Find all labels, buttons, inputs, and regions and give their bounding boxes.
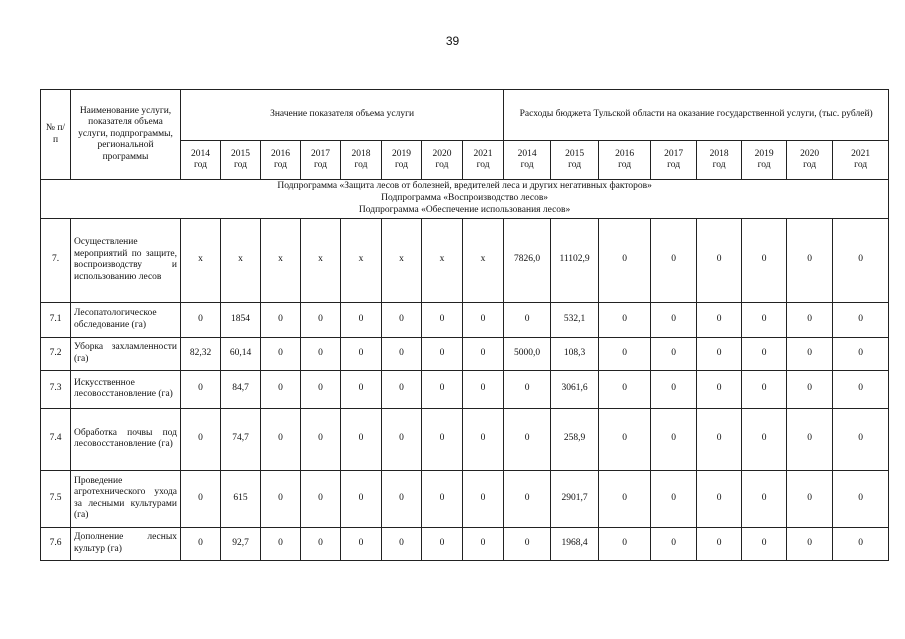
budget-cell-2020: 0 [787,337,833,370]
indicator-cell-2016: 0 [261,370,301,408]
indicator-cell-2021: 0 [463,370,504,408]
budget-cell-2016: 0 [599,370,651,408]
budget-cell-2014: 0 [504,470,551,527]
indicator-cell-2019: 0 [382,370,422,408]
year-header-budget-2019 [742,141,787,180]
budget-cell-2016: 0 [599,337,651,370]
indicator-cell-2016: 0 [261,337,301,370]
budget-cell-2019: 0 [742,470,787,527]
budget-cell-2015: 1968,4 [551,527,599,560]
budget-cell-2016: 0 [599,218,651,302]
table-row [41,527,889,560]
year-header-budget-2015 [551,141,599,180]
indicator-cell-2015: 92,7 [221,527,261,560]
row-name: Обработка почвы под лесовосстановление (га) [71,408,181,470]
year-suffix: год [274,160,287,170]
indicator-cell-2014: 0 [181,527,221,560]
indicator-cell-2015: 84,7 [221,370,261,408]
row-number: 7.4 [41,408,71,470]
indicator-cell-2014: х [181,218,221,302]
row-name: Дополнение лесных культур (га) [71,527,181,560]
header-col-name: Наименование услуги, показателя объема услуги, подпрограммы, региональной программы [71,90,181,180]
indicator-cell-2017: 0 [301,470,341,527]
year-suffix: год [354,160,368,170]
indicator-cell-2017: 0 [301,337,341,370]
year-header-budget-2017 [651,141,697,180]
indicator-cell-2018: 0 [341,302,382,337]
row-name: Проведение агротехнического ухода за лесными культурами (га) [71,470,181,527]
indicator-cell-2014: 0 [181,302,221,337]
header-group-indicator: Значение показателя объема услуги [181,90,504,141]
year-label: 2020 [432,148,452,159]
table-row [41,218,889,302]
budget-cell-2016: 0 [599,470,651,527]
indicator-cell-2018: 0 [341,337,382,370]
year-header-indicator-2014 [181,141,221,180]
budget-cell-2015: 11102,9 [551,218,599,302]
indicator-cell-2018: 0 [341,408,382,470]
budget-cell-2019: 0 [742,337,787,370]
indicator-cell-2016: 0 [261,408,301,470]
year-label: 2016 [271,148,290,159]
budget-cell-2014: 0 [504,527,551,560]
indicator-cell-2021: 0 [463,302,504,337]
year-suffix: год [618,160,632,170]
budget-cell-2015: 532,1 [551,302,599,337]
budget-cell-2021: 0 [833,470,889,527]
budget-cell-2021: 0 [833,527,889,560]
subprogram-row [41,180,889,219]
table-row [41,470,889,527]
budget-cell-2018: 0 [697,370,742,408]
indicator-cell-2020: 0 [422,337,463,370]
row-name: Уборка захламленности (га) [71,337,181,370]
indicator-cell-2020: 0 [422,527,463,560]
budget-cell-2014: 0 [504,302,551,337]
year-header-indicator-2016 [261,141,301,180]
subprogram-line: Подпрограмма «Обеспечение использования лесов» [358,204,571,215]
indicator-cell-2019: х [382,218,422,302]
row-number: 7.3 [41,370,71,408]
indicator-cell-2020: 0 [422,302,463,337]
indicator-cell-2016: 0 [261,302,301,337]
budget-cell-2019: 0 [742,527,787,560]
year-label: 2019 [392,148,411,159]
budget-cell-2015: 2901,7 [551,470,599,527]
budget-cell-2019: 0 [742,370,787,408]
row-name: Осуществление мероприятий по защите, воспроизводству и использованию лесов [71,218,181,302]
indicator-cell-2018: 0 [341,470,382,527]
year-label: 2019 [754,148,774,159]
indicator-cell-2017: 0 [301,408,341,470]
row-number: 7.5 [41,470,71,527]
subprogram-line: Подпрограмма «Воспроизводство лесов» [381,192,549,203]
indicator-cell-2014: 0 [181,370,221,408]
budget-cell-2021: 0 [833,337,889,370]
table-row [41,370,889,408]
row-name: Искусственное лесовосстановление (га) [71,370,181,408]
budget-cell-2016: 0 [599,302,651,337]
indicator-cell-2020: 0 [422,408,463,470]
budget-cell-2020: 0 [787,470,833,527]
year-suffix: год [803,160,817,170]
budget-cell-2020: 0 [787,370,833,408]
year-suffix: год [314,160,327,170]
indicator-cell-2021: 0 [463,408,504,470]
budget-cell-2014: 0 [504,408,551,470]
year-header-indicator-2019 [382,141,422,180]
indicator-cell-2021: 0 [463,337,504,370]
table-row [41,408,889,470]
budget-cell-2017: 0 [651,370,697,408]
budget-cell-2015: 3061,6 [551,370,599,408]
row-number: 7.1 [41,302,71,337]
budget-cell-2017: 0 [651,218,697,302]
budget-cell-2021: 0 [833,370,889,408]
indicator-cell-2019: 0 [382,302,422,337]
table-row [41,337,889,370]
budget-cell-2020: 0 [787,408,833,470]
indicator-cell-2015: х [221,218,261,302]
indicator-cell-2019: 0 [382,337,422,370]
header-col-no: № п/п [41,90,71,180]
budget-cell-2018: 0 [697,527,742,560]
budget-cell-2018: 0 [697,302,742,337]
budget-cell-2018: 0 [697,408,742,470]
indicator-cell-2015: 60,14 [221,337,261,370]
indicator-cell-2017: 0 [301,302,341,337]
year-suffix: год [667,160,681,170]
year-suffix: год [234,160,247,170]
indicator-cell-2015: 74,7 [221,408,261,470]
budget-cell-2021: 0 [833,302,889,337]
table-row [41,302,889,337]
year-label: 2016 [615,148,635,159]
row-number: 7.2 [41,337,71,370]
year-suffix: год [854,160,868,170]
budget-table [40,89,889,561]
indicator-cell-2021: х [463,218,504,302]
budget-cell-2016: 0 [599,408,651,470]
indicator-cell-2015: 1854 [221,302,261,337]
budget-cell-2018: 0 [697,470,742,527]
indicator-cell-2017: 0 [301,370,341,408]
indicator-cell-2014: 0 [181,470,221,527]
header-row-groups [41,90,889,141]
indicator-cell-2016: 0 [261,470,301,527]
year-label: 2021 [851,148,871,159]
budget-cell-2019: 0 [742,408,787,470]
year-label: 2014 [517,148,537,159]
year-header-indicator-2017 [301,141,341,180]
year-suffix: год [712,160,726,170]
subprogram-cell [41,180,889,219]
indicator-cell-2020: 0 [422,370,463,408]
indicator-cell-2019: 0 [382,470,422,527]
year-suffix: год [476,160,490,170]
budget-cell-2015: 258,9 [551,408,599,470]
subprogram-line: Подпрограмма «Защита лесов от болезней, вредителей леса и других негативных факторов» [277,181,652,191]
year-header-budget-2014 [504,141,551,180]
page-number: 39 [445,34,460,48]
year-suffix: год [757,160,771,170]
budget-cell-2017: 0 [651,302,697,337]
budget-cell-2020: 0 [787,527,833,560]
budget-cell-2015: 108,3 [551,337,599,370]
year-header-budget-2021 [833,141,889,180]
budget-cell-2017: 0 [651,408,697,470]
budget-cell-2017: 0 [651,337,697,370]
year-label: 2021 [473,148,493,159]
budget-cell-2018: 0 [697,337,742,370]
year-header-indicator-2018 [341,141,382,180]
indicator-cell-2016: х [261,218,301,302]
indicator-cell-2019: 0 [382,408,422,470]
budget-cell-2020: 0 [787,302,833,337]
row-number: 7. [41,218,71,302]
year-suffix: год [194,160,207,170]
year-header-budget-2020 [787,141,833,180]
row-number: 7.6 [41,527,71,560]
indicator-cell-2018: 0 [341,527,382,560]
year-header-indicator-2020 [422,141,463,180]
year-header-budget-2018 [697,141,742,180]
year-label: 2018 [351,148,371,159]
indicator-cell-2014: 0 [181,408,221,470]
year-label: 2018 [709,148,729,159]
budget-cell-2014: 0 [504,370,551,408]
year-label: 2015 [231,148,250,159]
year-label: 2020 [800,148,820,159]
indicator-cell-2017: 0 [301,527,341,560]
year-suffix: год [520,160,534,170]
indicator-cell-2014: 82,32 [181,337,221,370]
year-header-budget-2016 [599,141,651,180]
year-label: 2015 [565,148,585,159]
budget-cell-2019: 0 [742,302,787,337]
budget-cell-2019: 0 [742,218,787,302]
indicator-cell-2021: 0 [463,527,504,560]
budget-cell-2021: 0 [833,408,889,470]
year-suffix: год [435,160,449,170]
indicator-cell-2021: 0 [463,470,504,527]
indicator-cell-2020: х [422,218,463,302]
year-label: 2014 [191,148,210,159]
indicator-cell-2020: 0 [422,470,463,527]
indicator-cell-2019: 0 [382,527,422,560]
year-label: 2017 [664,148,684,159]
budget-cell-2016: 0 [599,527,651,560]
budget-cell-2017: 0 [651,527,697,560]
year-header-indicator-2015 [221,141,261,180]
indicator-cell-2018: х [341,218,382,302]
year-suffix: год [568,160,582,170]
year-header-indicator-2021 [463,141,504,180]
budget-cell-2014: 5000,0 [504,337,551,370]
budget-cell-2021: 0 [833,218,889,302]
indicator-cell-2015: 615 [221,470,261,527]
indicator-cell-2018: 0 [341,370,382,408]
header-group-budget: Расходы бюджета Тульской области на оказание государственной услуги, (тыс. рублей) [504,90,889,141]
budget-cell-2014: 7826,0 [504,218,551,302]
indicator-cell-2017: х [301,218,341,302]
budget-cell-2020: 0 [787,218,833,302]
row-name: Лесопатологическое обследование (га) [71,302,181,337]
budget-cell-2017: 0 [651,470,697,527]
year-suffix: год [395,160,408,170]
indicator-cell-2016: 0 [261,527,301,560]
year-label: 2017 [311,148,330,159]
budget-cell-2018: 0 [697,218,742,302]
